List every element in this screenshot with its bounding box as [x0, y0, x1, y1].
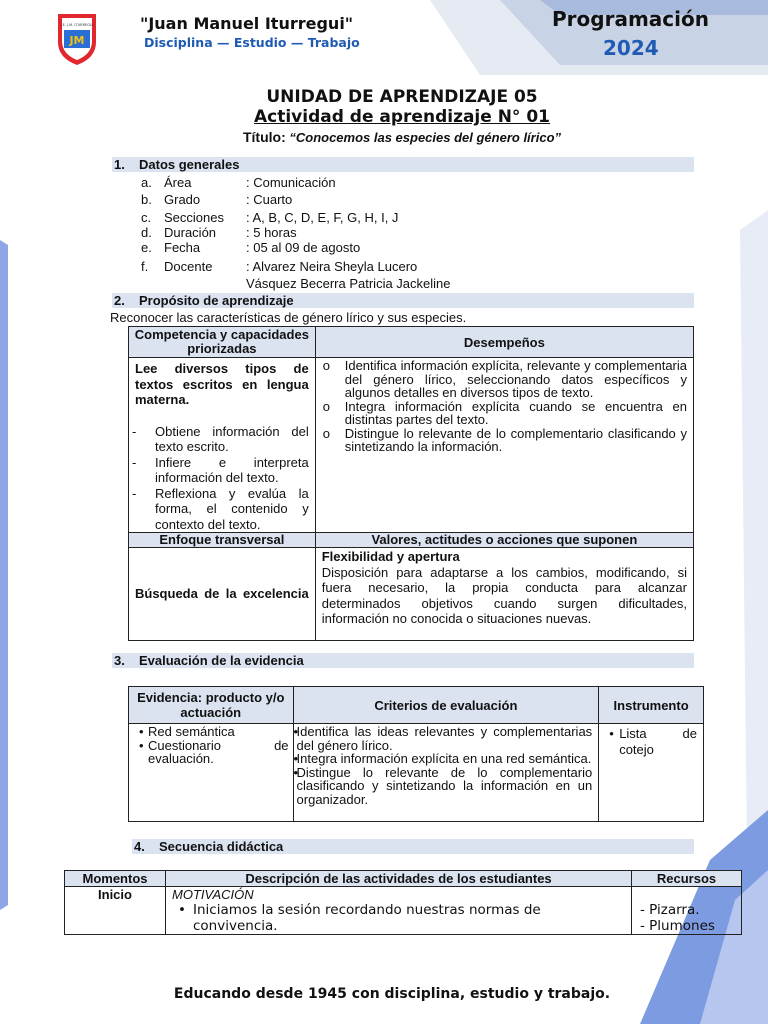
logo-text: I.E. J.M. ITURREGUI [60, 23, 94, 27]
header-competencia: Competencia y capacidades priorizadas [129, 327, 316, 358]
unit-title: UNIDAD DE APRENDIZAJE 05 [266, 87, 538, 107]
desempenos-list [316, 359, 687, 454]
list-item: o Identifica información explícita, relevante y complementaria del género lírico, seleccionando datos específicos y algunos detalles en diversos tipos de texto. [316, 359, 687, 400]
header-evidencia: Evidencia: producto y/o actuación [129, 687, 294, 724]
section-2-number: 2. [114, 293, 125, 308]
list-item: • Iniciamos la sesión recordando nuestras normas de convivencia. [172, 902, 625, 934]
list-item: c. Secciones : A, B, C, D, E, F, G, H, I, J [141, 210, 399, 225]
school-shield-logo [56, 12, 98, 66]
criterios-list [288, 725, 593, 806]
list-item: • Distingue lo relevante de lo complementario clasificando y sintetizando la información en un organizador. [288, 766, 593, 807]
section-2-title: Propósito de aprendizaje [139, 293, 294, 308]
title-value: “Conocemos las especies del género lírico” [289, 130, 562, 145]
instrumento-cell [599, 724, 704, 822]
competencia-cell [129, 358, 316, 533]
header-momentos: Momentos [65, 871, 166, 887]
header-enfoque: Enfoque transversal [129, 533, 316, 548]
list-item: • Lista de cotejo [603, 726, 697, 757]
footer-text: Educando desde 1945 con disciplina, estudio y trabajo. [173, 986, 611, 1002]
list-item: - Pizarra. [640, 902, 700, 918]
session-title [0, 129, 768, 145]
instrumento-list [603, 726, 697, 757]
list-item: - Infiere e interpreta información del texto. [129, 455, 309, 486]
section-1-header [112, 157, 694, 172]
header-recursos: Recursos [632, 871, 742, 887]
title-label: Título: [242, 129, 286, 145]
capacidades-list [129, 424, 309, 533]
header-descripcion: Descripción de las actividades de los estudiantes [166, 871, 632, 887]
valor-cell [315, 548, 693, 641]
valor-text: Disposición para adaptarse a los cambios, modificando, si fuera necesario, la propia conducta para alcanzar determinados objetivos cuando surgen dificultades, información no conocida o situaciones nuevas. [321, 564, 687, 626]
list-item: o Integra información explícita cuando se encuentra en distintas partes del texto. [316, 400, 687, 427]
header-instrumento: Instrumento [599, 687, 704, 724]
list-item: f. Docente : Alvarez Neira Sheyla Lucero [141, 259, 418, 274]
list-item: - Reflexiona y evalúa la forma, el contenido y contexto del texto. [129, 486, 309, 533]
section-3-header [112, 653, 694, 668]
section-2-header [112, 293, 694, 308]
competencia-text: Lee diversos tipos de textos escritos en lengua materna. [135, 361, 309, 407]
list-item: • Red semántica [133, 725, 289, 739]
sequence-table [64, 870, 742, 935]
list-item: e. Fecha : 05 al 09 de agosto [141, 240, 361, 255]
recursos-cell [632, 887, 742, 935]
header-desempenos: Desempeños [315, 327, 693, 358]
list-item: o Distingue lo relevante de lo complementario clasificando y sintetizando la información. [316, 427, 687, 454]
purpose-table [128, 326, 694, 641]
section-4-header [132, 839, 694, 854]
activity-title: Actividad de aprendizaje N° 01 [253, 107, 551, 127]
descripcion-cell [166, 887, 632, 935]
header-valores: Valores, actitudes o acciones que suponen [315, 533, 693, 548]
section-1-title: Datos generales [139, 157, 240, 172]
section-3-number: 3. [114, 653, 125, 668]
list-item: b. Grado : Cuarto [141, 192, 293, 207]
school-motto: Disciplina — Estudio — Trabajo [144, 35, 360, 50]
list-item: d. Duración : 5 horas [141, 225, 297, 240]
valor-title: Flexibilidad y apertura [321, 549, 460, 564]
desempenos-cell [315, 358, 693, 533]
section-1-number: 1. [114, 157, 125, 172]
list-item: • Cuestionario de evaluación. [133, 739, 289, 766]
program-title: Programación [552, 7, 709, 31]
datos-generales-list [141, 175, 541, 295]
evidencias-list [133, 725, 289, 766]
evidencias-cell [129, 724, 294, 822]
program-year: 2024 [603, 36, 659, 60]
activity-list [172, 902, 625, 934]
momento-inicio: Inicio [65, 887, 166, 935]
enfoque-value: Búsqueda de la excelencia [129, 548, 316, 641]
list-item: - Plumones [640, 918, 715, 934]
list-item: - Obtiene información del texto escrito. [129, 424, 309, 455]
docente-2: Vásquez Becerra Patricia Jackeline [246, 276, 451, 291]
list-item: • Integra información explícita en una red semántica. [288, 752, 593, 766]
section-3-title: Evaluación de la evidencia [139, 653, 304, 668]
evaluation-table [128, 686, 704, 822]
purpose-intro: Reconocer las características de género lírico y sus especies. [110, 310, 467, 325]
section-4-number: 4. [134, 839, 145, 854]
svg-text:JM: JM [69, 34, 85, 47]
list-item: a. Área : Comunicación [141, 175, 336, 190]
criterios-cell [293, 724, 599, 822]
header-criterios: Criterios de evaluación [293, 687, 599, 724]
section-4-title: Secuencia didáctica [159, 839, 284, 854]
motivation-label: MOTIVACIÓN [172, 887, 254, 902]
school-name: "Juan Manuel Iturregui" [140, 14, 354, 33]
list-item: • Identifica las ideas relevantes y complementarias del género lírico. [288, 725, 593, 752]
